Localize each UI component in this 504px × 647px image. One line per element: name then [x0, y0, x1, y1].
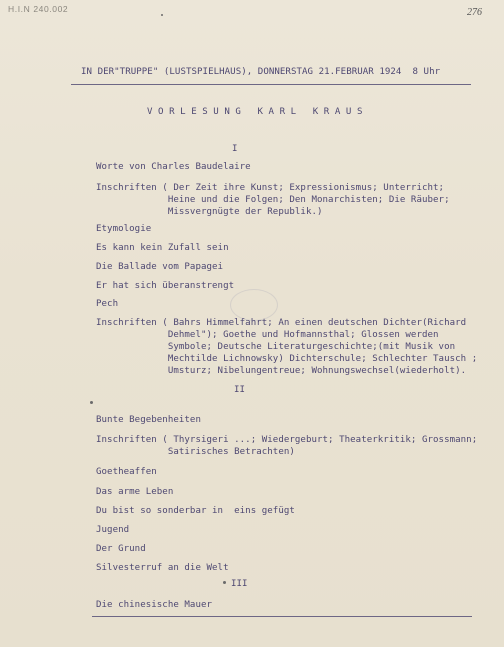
program-item: Inschriften ( Thyrsigeri ...; Wiedergeburt; Theaterkritik; Grossmann; Satirisches Betrachten): [96, 435, 478, 457]
program-item: Inschriften ( Der Zeit ihre Kunst; Expressionismus; Unterricht; Heine und die Folgen; Den Monarchisten; Die Räuber; Missvergnügte der Republik.): [96, 183, 450, 217]
program-title: V O R L E S U N G K A R L K R A U S: [147, 107, 363, 117]
section-numeral-1: I: [232, 144, 238, 154]
program-item: Der Grund: [96, 544, 146, 554]
section-numeral-3: III: [231, 579, 248, 589]
program-item: Silvesterruf an die Welt: [96, 563, 229, 573]
header-rule: [71, 84, 471, 85]
program-item: Er hat sich überanstrengt: [96, 281, 235, 291]
program-item: Die Ballade vom Papagei: [96, 262, 224, 272]
program-header: IN DER"TRUPPE" (LUSTSPIELHAUS), DONNERSTAG 21.FEBRUAR 1924 8 Uhr: [81, 67, 441, 77]
section-numeral-2: II: [234, 385, 246, 395]
top-mark-dot: [161, 14, 163, 16]
program-item: Das arme Leben: [96, 487, 174, 497]
program-item: Die chinesische Mauer: [96, 600, 213, 610]
footer-rule: [92, 616, 472, 617]
program-item: Du bist so sonderbar in eins gefügt: [96, 506, 295, 516]
program-item: Etymologie: [96, 224, 152, 234]
section-mark-dot: [223, 581, 226, 584]
program-item: Jugend: [96, 525, 130, 535]
folio-number: 276: [467, 7, 482, 18]
program-item: Pech: [96, 299, 119, 309]
margin-mark-dot: [90, 401, 93, 404]
archive-number: H.I.N 240.002: [8, 4, 69, 14]
program-item: Bunte Begebenheiten: [96, 415, 201, 425]
program-item: Inschriften ( Bahrs Himmelfahrt; An einen deutschen Dichter(Richard Dehmel"); Goethe und Hofmannsthal; Glossen werden Symbole; Deutsche Literaturgeschichte;(mit Musik von Mechtilde Lichnowsky) Dichterschule; Schlechter Tausch ; Umsturz; Nibelungentreue; Wohnungswechsel(wiederholt).: [96, 318, 478, 376]
program-item: Worte von Charles Baudelaire: [96, 162, 251, 172]
program-item: Goetheaffen: [96, 467, 157, 477]
program-item: Es kann kein Zufall sein: [96, 243, 229, 253]
